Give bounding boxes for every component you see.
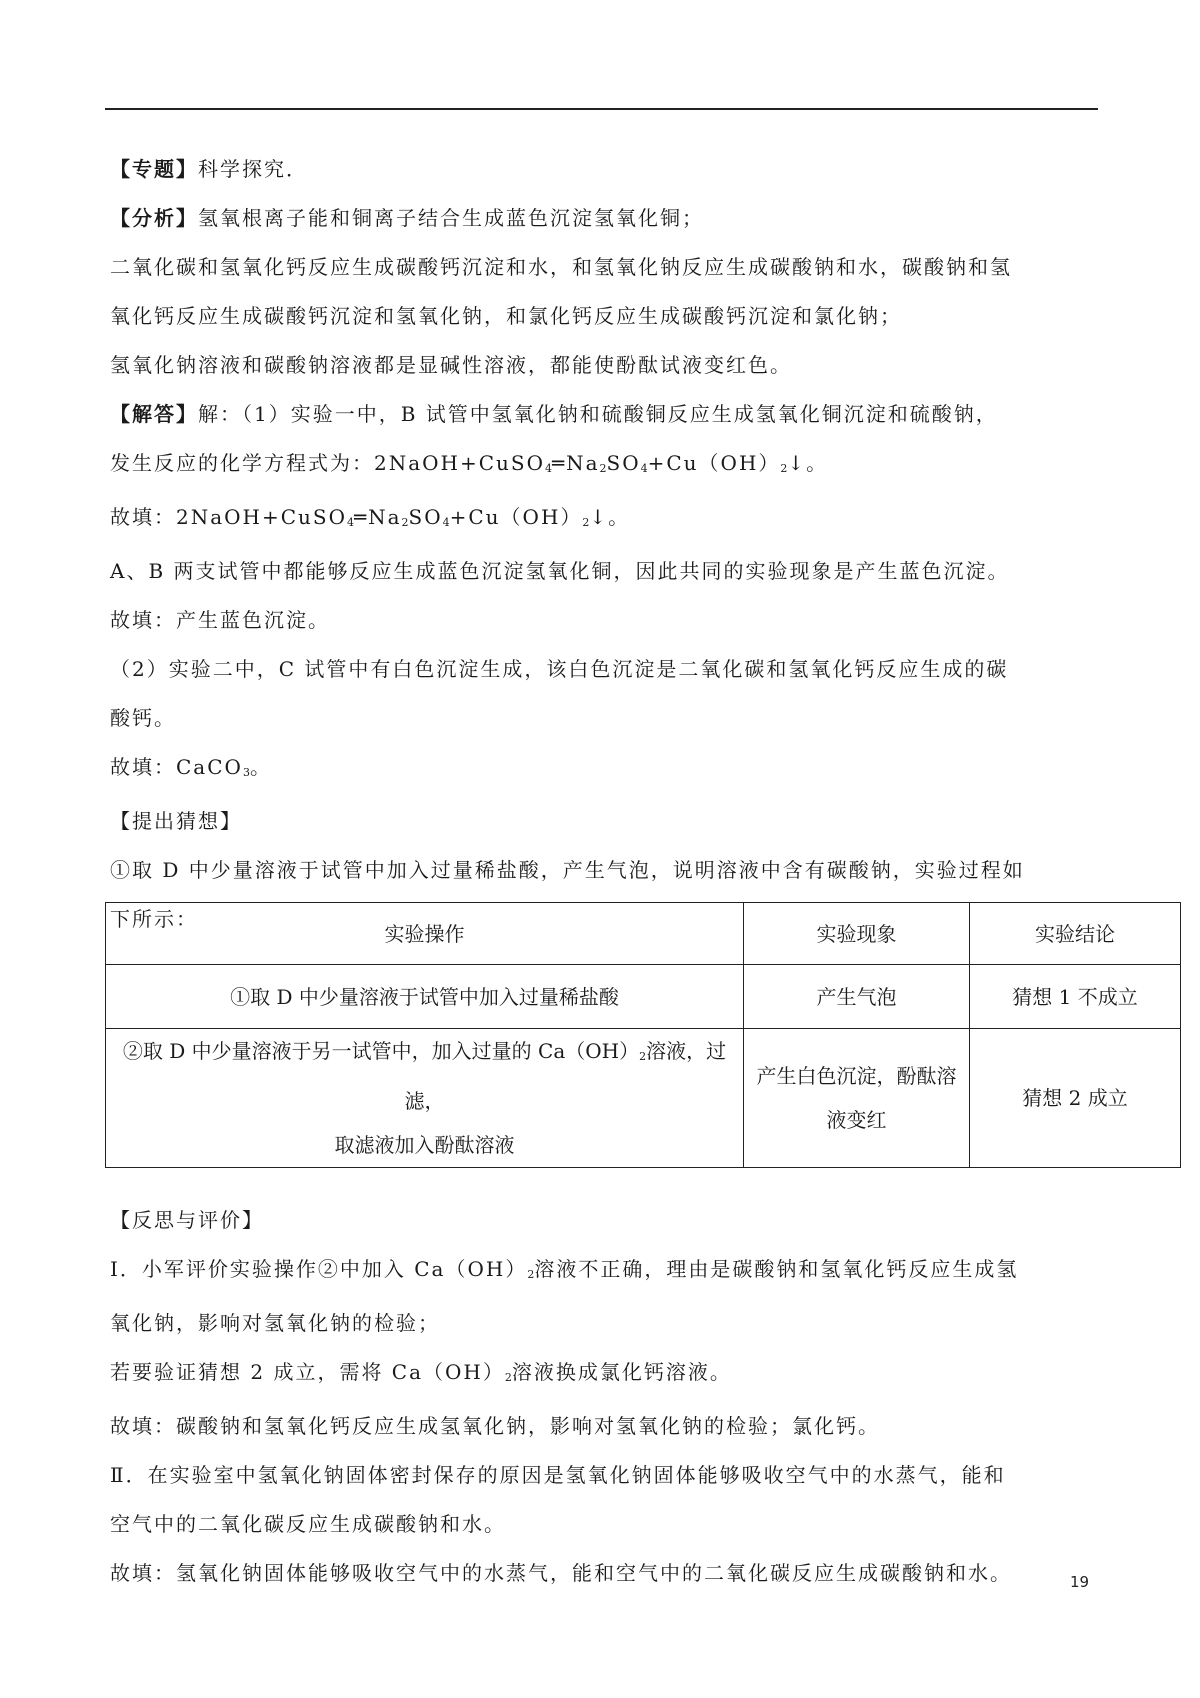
table-header-row bbox=[106, 903, 1181, 965]
row2-conclusion: 猜想 2 成立 bbox=[970, 1029, 1181, 1168]
topic-line bbox=[110, 145, 1100, 194]
analysis-line-3: 氧化钙反应生成碳酸钙沉淀和氢氧化钠，和氯化钙反应生成碳酸钙沉淀和氯化钠； bbox=[110, 304, 902, 328]
header-operation: 实验操作 bbox=[106, 903, 744, 965]
reflection-fill-2: 故填：氢氧化钠固体能够吸收空气中的水蒸气，能和空气中的二氧化碳反应生成碳酸钠和水。 bbox=[110, 1561, 1012, 1585]
header-rule bbox=[105, 108, 1098, 110]
table-row bbox=[106, 965, 1181, 1029]
reflection-line-1: Ⅰ．小军评价实验操作②中加入 $Ca(OH)_2$溶液不正确，理由是碳酸钠和氢氧化钙反应生成氢 bbox=[110, 1257, 1019, 1281]
answer-tag: 【解答】 bbox=[110, 402, 198, 426]
hypothesis-line-2: 下所示： bbox=[110, 907, 198, 931]
row1-operation: ①取 D 中少量溶液于试管中加入过量稀盐酸 bbox=[106, 965, 744, 1029]
equation-line: 发生反应的化学方程式为：$2NaOH+CuSO_4═Na_2SO_4+Cu(OH)_2↓$。 bbox=[110, 451, 829, 475]
topic-tag: 【专题】 bbox=[110, 157, 198, 181]
fill-phenomenon-line: 故填：产生蓝色沉淀。 bbox=[110, 608, 330, 632]
phenomenon-line: A、B 两支试管中都能够反应生成蓝色沉淀氢氧化铜，因此共同的实验现象是产生蓝色沉淀。 bbox=[110, 559, 1010, 583]
row2-operation: ②取 D 中少量溶液于另一试管中，加入过量的 $Ca(OH)_2$溶液，过滤， 取滤液加入酚酞溶液 bbox=[106, 1029, 744, 1168]
row1-conclusion: 猜想 1 不成立 bbox=[970, 965, 1181, 1029]
row1-phenomenon: 产生气泡 bbox=[744, 965, 970, 1029]
analysis-line-4: 氢氧化钠溶液和碳酸钠溶液都是显碱性溶液，都能使酚酞试液变红色。 bbox=[110, 353, 792, 377]
reflection-heading: 【反思与评价】 bbox=[110, 1208, 264, 1232]
table-row bbox=[106, 1029, 1181, 1168]
analysis-tag: 【分析】 bbox=[110, 206, 198, 230]
header-phenomenon: 实验现象 bbox=[744, 903, 970, 965]
part2-line-2: 酸钙。 bbox=[110, 706, 176, 730]
row2-phenomenon: 产生白色沉淀，酚酞溶 液变红 bbox=[744, 1029, 970, 1168]
hypothesis-heading: 【提出猜想】 bbox=[110, 809, 242, 833]
header-conclusion: 实验结论 bbox=[970, 903, 1181, 965]
analysis-line-2: 二氧化碳和氢氧化钙反应生成碳酸钙沉淀和水，和氢氧化钠反应生成碳酸钠和水，碳酸钠和氢 bbox=[110, 255, 1012, 279]
answer-line bbox=[110, 390, 1100, 439]
page-number: 19 bbox=[1070, 1573, 1090, 1591]
experiment-table bbox=[105, 902, 1181, 1168]
reflection-fill-1: 故填：碳酸钠和氢氧化钙反应生成氢氧化钠，影响对氢氧化钠的检验；氯化钙。 bbox=[110, 1414, 880, 1438]
part2-line: （2）实验二中，C 试管中有白色沉淀生成，该白色沉淀是二氧化碳和氢氧化钙反应生成的碳 bbox=[110, 657, 1009, 681]
hypothesis-line: ①取 D 中少量溶液于试管中加入过量稀盐酸，产生气泡，说明溶液中含有碳酸钠，实验过程如 bbox=[110, 858, 1025, 882]
answer-text: 解：（1）实验一中，B 试管中氢氧化钠和硫酸铜反应生成氢氧化铜沉淀和硫酸钠， bbox=[198, 402, 998, 426]
analysis-line bbox=[110, 194, 1100, 243]
fill-caco3-line: 故填：CaCO$_3$。 bbox=[110, 755, 272, 779]
reflection-line-3: 若要验证猜想 2 成立，需将 $Ca(OH)_2$溶液换成氯化钙溶液。 bbox=[110, 1360, 732, 1384]
reflection-line-2: 氧化钠，影响对氢氧化钠的检验； bbox=[110, 1311, 440, 1335]
fill-equation-line: 故填：$2NaOH+CuSO_4═Na_2SO_4+Cu(OH)_2↓$。 bbox=[110, 505, 631, 529]
reflection-line-4: Ⅱ．在实验室中氢氧化钠固体密封保存的原因是氢氧化钠固体能够吸收空气中的水蒸气，能和 bbox=[110, 1463, 1006, 1487]
topic-text: 科学探究． bbox=[198, 157, 308, 181]
document-body bbox=[110, 145, 1100, 1598]
analysis-text: 氢氧根离子能和铜离子结合生成蓝色沉淀氢氧化铜； bbox=[198, 206, 704, 230]
reflection-line-5: 空气中的二氧化碳反应生成碳酸钠和水。 bbox=[110, 1512, 506, 1536]
